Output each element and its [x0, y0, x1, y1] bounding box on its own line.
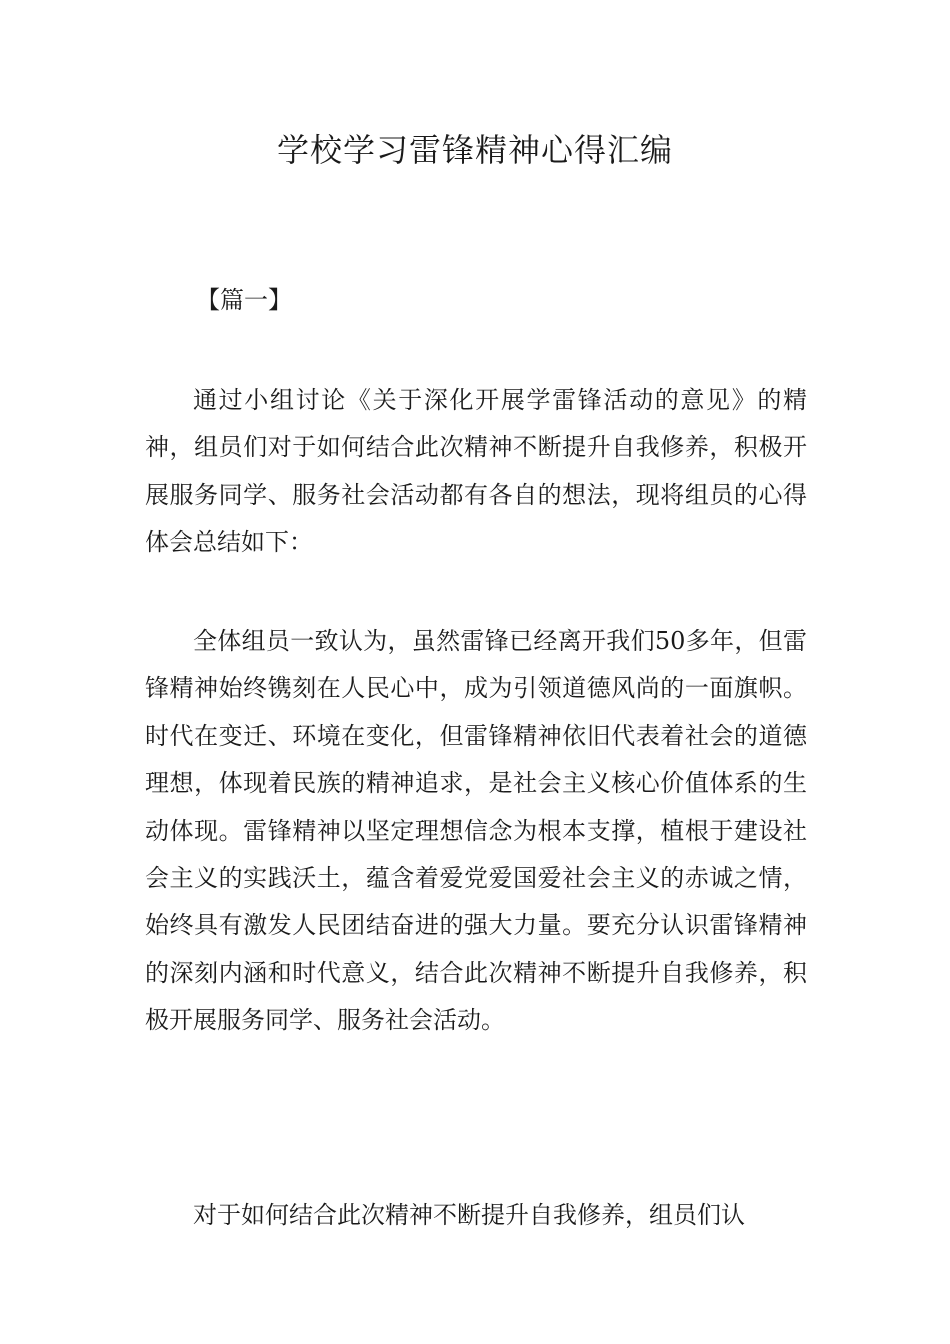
section-label: 【篇一】: [196, 286, 292, 314]
paragraph-1: 通过小组讨论《关于深化开展学雷锋活动的意见》的精神，组员们对于如何结合此次精神不断提升自我修养，积极开展服务同学、服务社会活动都有各自的想法，现将组员的心得体会总结如下：: [145, 386, 807, 557]
paragraph-2: 全体组员一致认为，虽然雷锋已经离开我们50多年，但雷锋精神始终镌刻在人民心中，成为引领道德风尚的一面旗帜。时代在变迁、环境在变化，但雷锋精神依旧代表着社会的道德理想，体现着民族的精神追求，是社会主义核心价值体系的生动体现。雷锋精神以坚定理想信念为根本支撑，植根于建设社会主义的实践沃土，蕴含着爱党爱国爱社会主义的赤诚之情，始终具有激发人民团结奋进的强大力量。要充分认识雷锋精神的深刻内涵和时代意义，结合此次精神不断提升自我修养，积极开展服务同学、服务社会活动。: [145, 627, 807, 1035]
paragraph-3: 对于如何结合此次精神不断提升自我修养，组员们认: [193, 1201, 745, 1229]
document-title: 学校学习雷锋精神心得汇编: [276, 131, 673, 169]
